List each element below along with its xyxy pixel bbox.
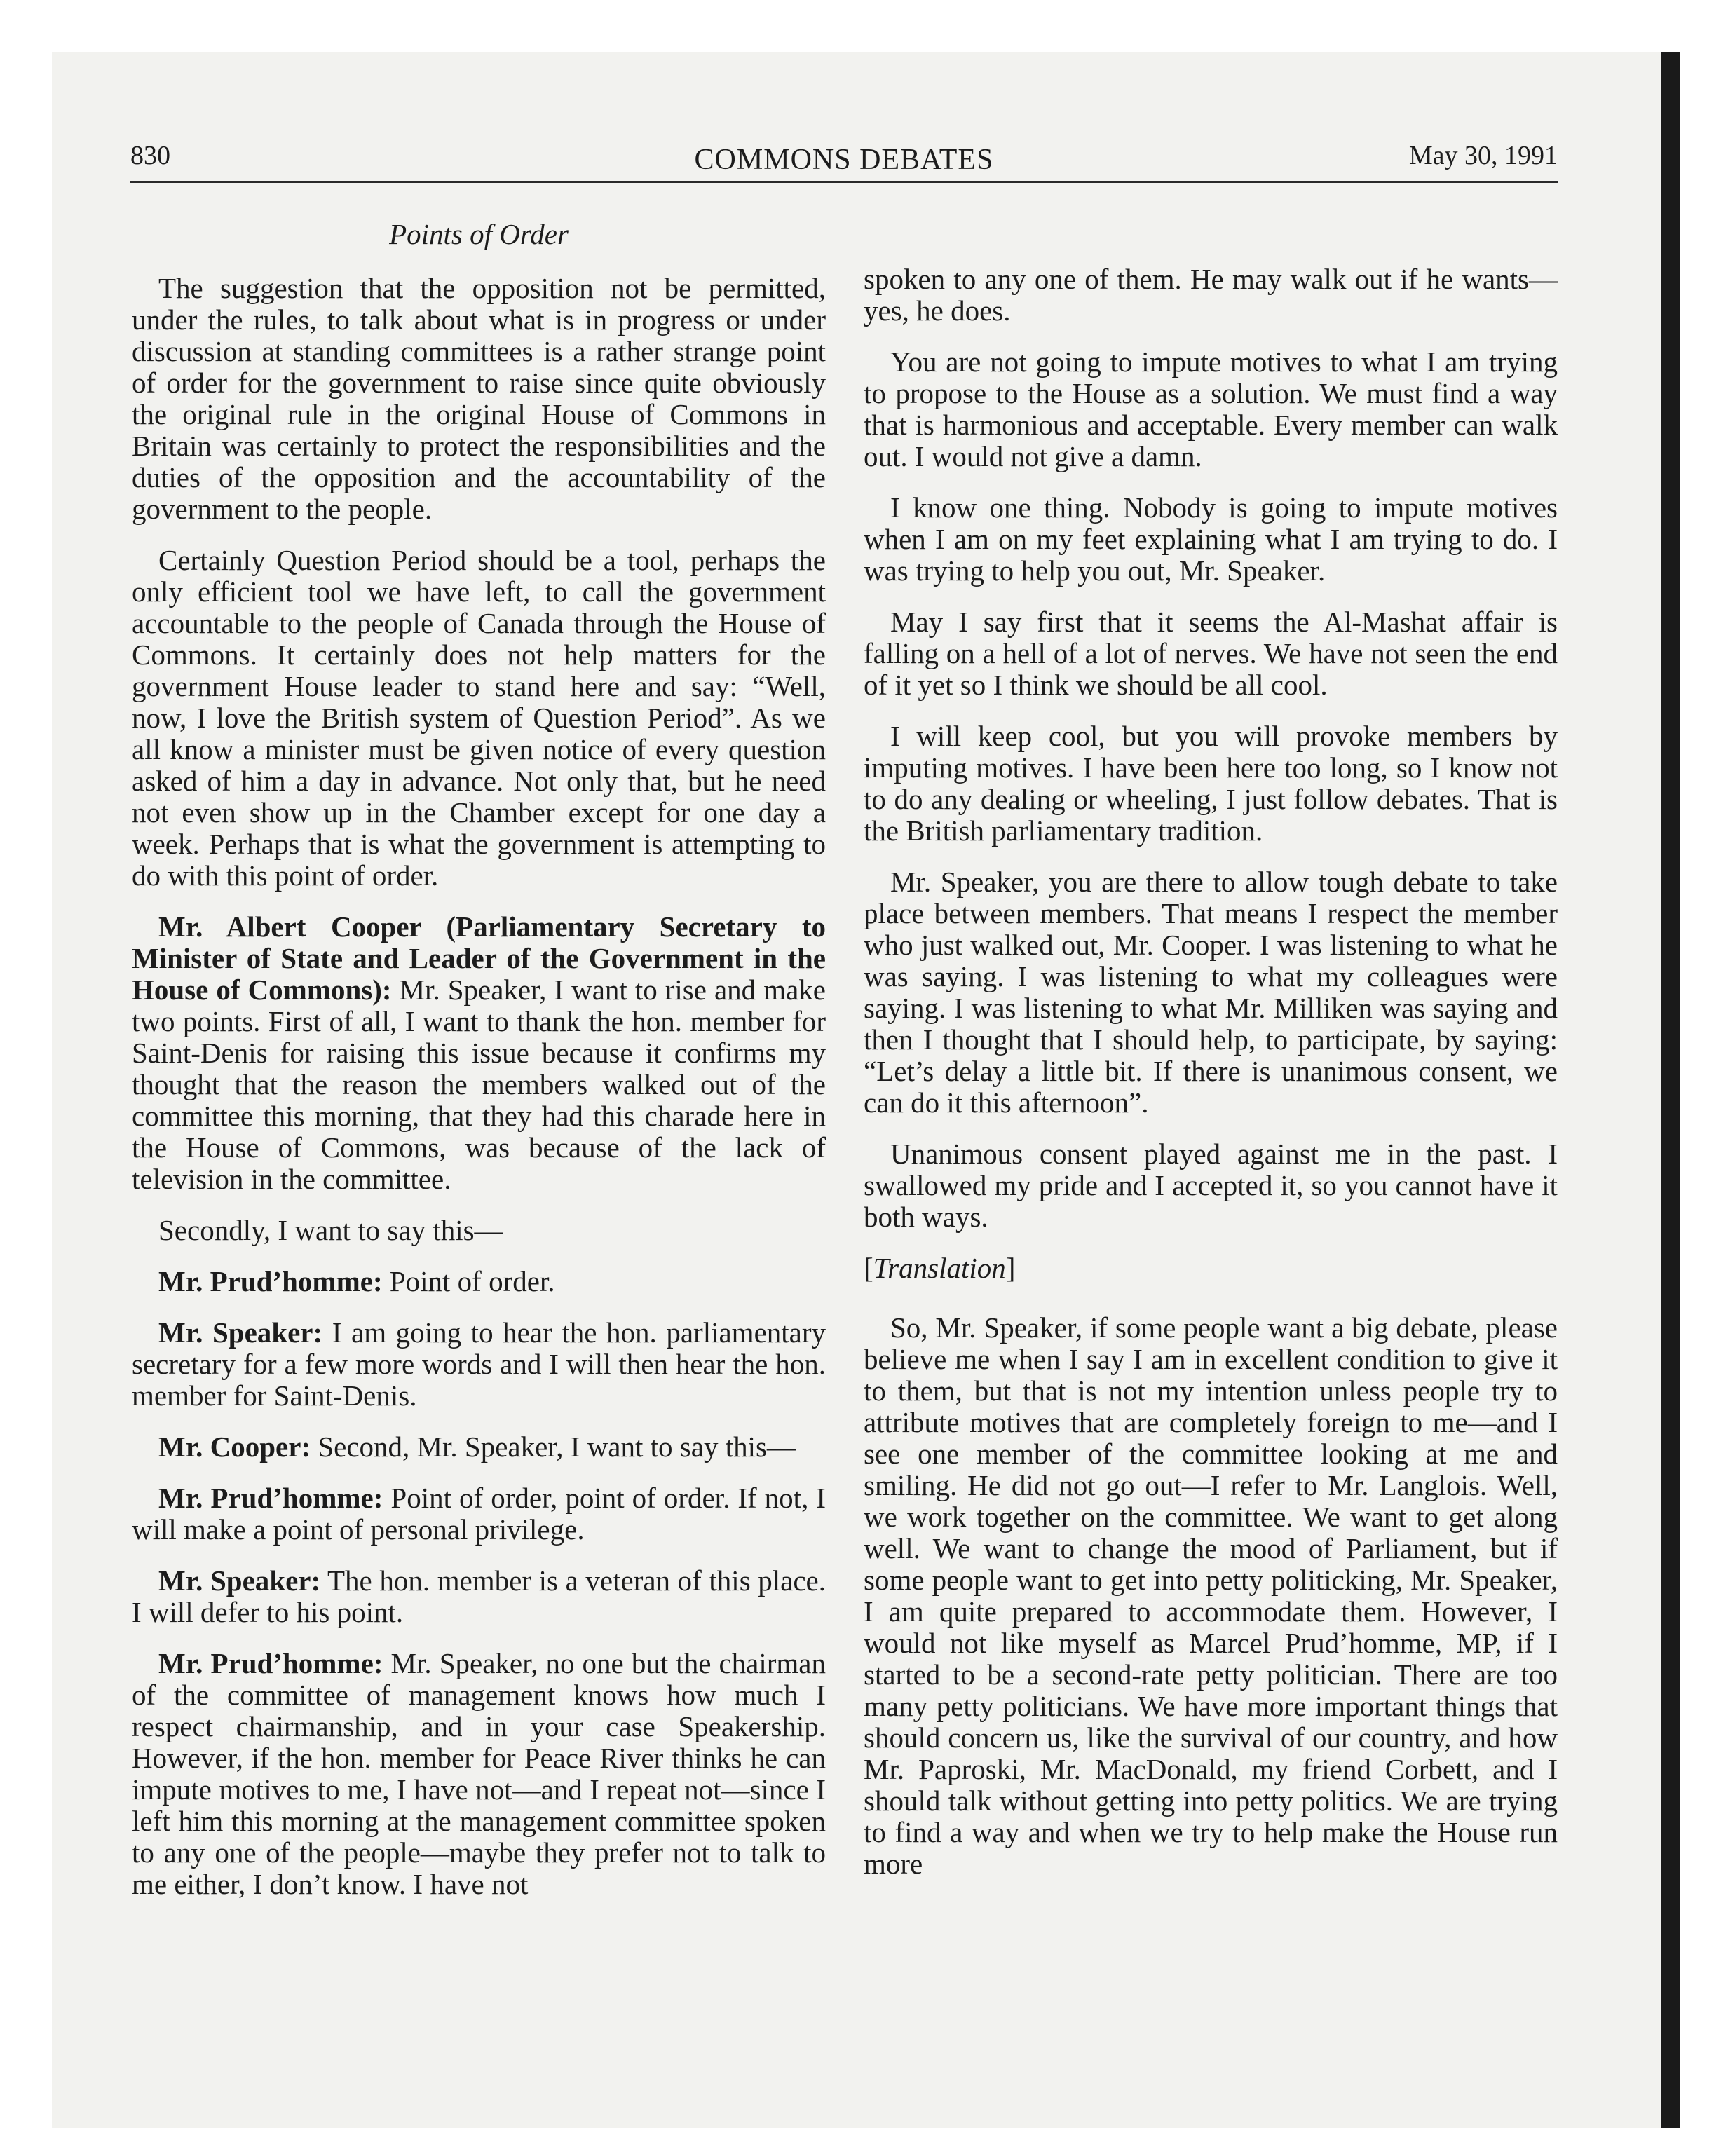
paragraph — [132, 545, 826, 892]
paragraph: I will keep cool, but you will provoke members by imputing motives. I have been here too long, so I know not to do any dealing or wheeling, I just follow debates. That is the British parliamentary tradition. — [864, 720, 1558, 847]
paragraph-text: The hon. member is a veteran of this place. I will defer to his point. — [132, 1564, 826, 1628]
speaker-name: Mr. Prud’homme: — [158, 1265, 383, 1297]
paragraph-text: Second, Mr. Speaker, I want to say this— — [318, 1431, 796, 1463]
page-header — [130, 140, 1558, 182]
scan-edge-shadow — [1661, 52, 1680, 2128]
page-number: 830 — [130, 141, 170, 170]
paragraph: You are not going to impute motives to what I am trying to propose to the House as a solution. We must find a way that is harmonious and acceptable. Every member can walk out. I would not give a damn. — [864, 346, 1558, 472]
paragraph-text: Certainly Question Period should be a tool, perhaps the only efficient tool we have left, to call the government accountable to the people of Canada through the House of Commons. It certainly does not help matters for the government House leader to stand here and say: “Well, now, I love the British system of Question Period”. As we all know a minister must be given notice of every question asked of him a day in advance. Not only that, but he need not even show up in the Chamber except for one day a week. Perhaps that is what the government is attempting to do with this point of order. — [132, 544, 826, 892]
paragraph — [132, 1215, 826, 1246]
right-column — [864, 264, 1558, 1899]
right-paragraphs-after-note — [864, 1312, 1558, 1880]
journal-title: COMMONS DEBATES — [694, 144, 994, 176]
paragraph: So, Mr. Speaker, if some people want a big debate, please believe me when I say I am in excellent condition to give it to them, but that is not my intention unless people try to attribute motives that are completely foreign to me—and I see one member of the committee looking at me and smiling. He did not go out—I refer to Mr. Langlois. Well, we work together on the committee. We want to get along well. We want to change the mood of Parliament, but if some people want to get into petty politicking, Mr. Speaker, I am quite prepared to accommodate them. However, I would not like myself as Marcel Prud’homme, MP, if I started to be a second-rate petty politician. There are too many petty politicians. We have more important things that should concern us, like the survival of our country, and how Mr. Paproski, Mr. MacDonald, my friend Corbett, and I should talk without getting into petty politics. We are trying to find a way and when we try to help make the House run more — [864, 1311, 1558, 1880]
paragraph — [132, 1565, 826, 1628]
paragraph — [132, 273, 826, 525]
section-heading: Points of Order — [389, 218, 569, 250]
speaker-name: Mr. Prud’homme: — [158, 1647, 383, 1679]
paragraph: spoken to any one of them. He may walk out if he wants—yes, he does. — [864, 263, 1558, 327]
paragraph-text: I am going to hear the hon. parliamentary secretary for a few more words and I will then hear the hon. member for Saint-Denis. — [132, 1316, 826, 1412]
paragraph — [132, 1482, 826, 1546]
paragraph: I know one thing. Nobody is going to impute motives when I am on my feet explaining what I am trying to do. I was trying to help you out, Mr. Speaker. — [864, 491, 1558, 587]
translation-note-text: Translation — [873, 1252, 1006, 1284]
paragraph — [132, 1431, 826, 1463]
speaker-name: Mr. Prud’homme: — [158, 1482, 383, 1514]
header-rule — [130, 181, 1558, 183]
paragraph — [132, 1648, 826, 1900]
translation-note: [Translation] — [864, 1252, 1016, 1284]
paragraph — [132, 911, 826, 1195]
paragraph-text: Mr. Speaker, no one but the chairman of the committee of management knows how much I respect chairmanship, and in your case Speakership. However, if the hon. member for Peace River thinks he can impute motives to me, I have not—and I repeat not—since I left him this morning at the management committee spoken to any one of the people—maybe they prefer not to talk to me either, I don’t know. I have not — [132, 1647, 826, 1900]
paragraph-text: Secondly, I want to say this— — [158, 1214, 503, 1246]
speaker-name: Mr. Speaker: — [158, 1316, 323, 1349]
paragraph — [132, 1266, 826, 1297]
page-date: May 30, 1991 — [1408, 141, 1558, 170]
paragraph: May I say first that it seems the Al-Mashat affair is falling on a hell of a lot of nerves. We have not seen the end of it yet so I think we should be all cool. — [864, 606, 1558, 701]
speaker-name: Mr. Albert Cooper (Parliamentary Secretary to Minister of State and Leader of the Government in the House of Commons): — [132, 910, 826, 1006]
speaker-name: Mr. Cooper: — [158, 1431, 311, 1463]
paragraph-text: Point of order. — [389, 1265, 555, 1297]
paragraph-text: Mr. Speaker, I want to rise and make two points. First of all, I want to thank the hon. member for Saint-Denis for raising this issue because it confirms my thought that the reason the members walked out of the committee this morning, that they had this charade here in the House of Commons, was because of the lack of television in the committee. — [132, 974, 826, 1195]
left-column — [132, 219, 826, 1920]
speaker-name: Mr. Speaker: — [158, 1564, 321, 1597]
paragraph: Unanimous consent played against me in the past. I swallowed my pride and I accepted it, so you cannot have it both ways. — [864, 1138, 1558, 1233]
paragraph-text: The suggestion that the opposition not be permitted, under the rules, to talk about what is in progress or under discussion at standing committees is a rather strange point of order for the government to raise since quite obviously the original rule in the original House of Commons in Britain was certainly to protect the responsibilities and the duties of the opposition and the accountability of the government to the people. — [132, 272, 826, 525]
paragraph-text: Point of order, point of order. If not, I will make a point of personal privilege. — [132, 1482, 826, 1546]
paragraph — [132, 1317, 826, 1412]
right-paragraphs-before-note — [864, 264, 1558, 1233]
paragraph: Mr. Speaker, you are there to allow tough debate to take place between members. That means I respect the member who just walked out, Mr. Cooper. I was listening to what he was saying. I was listening to what my colleagues were saying. I was listening to what Mr. Milliken was saying and then I thought that I should help, to participate, by saying: “Let’s delay a little bit. If there is unanimous consent, we can do it this afternoon”. — [864, 866, 1558, 1119]
left-paragraphs — [132, 273, 826, 1900]
